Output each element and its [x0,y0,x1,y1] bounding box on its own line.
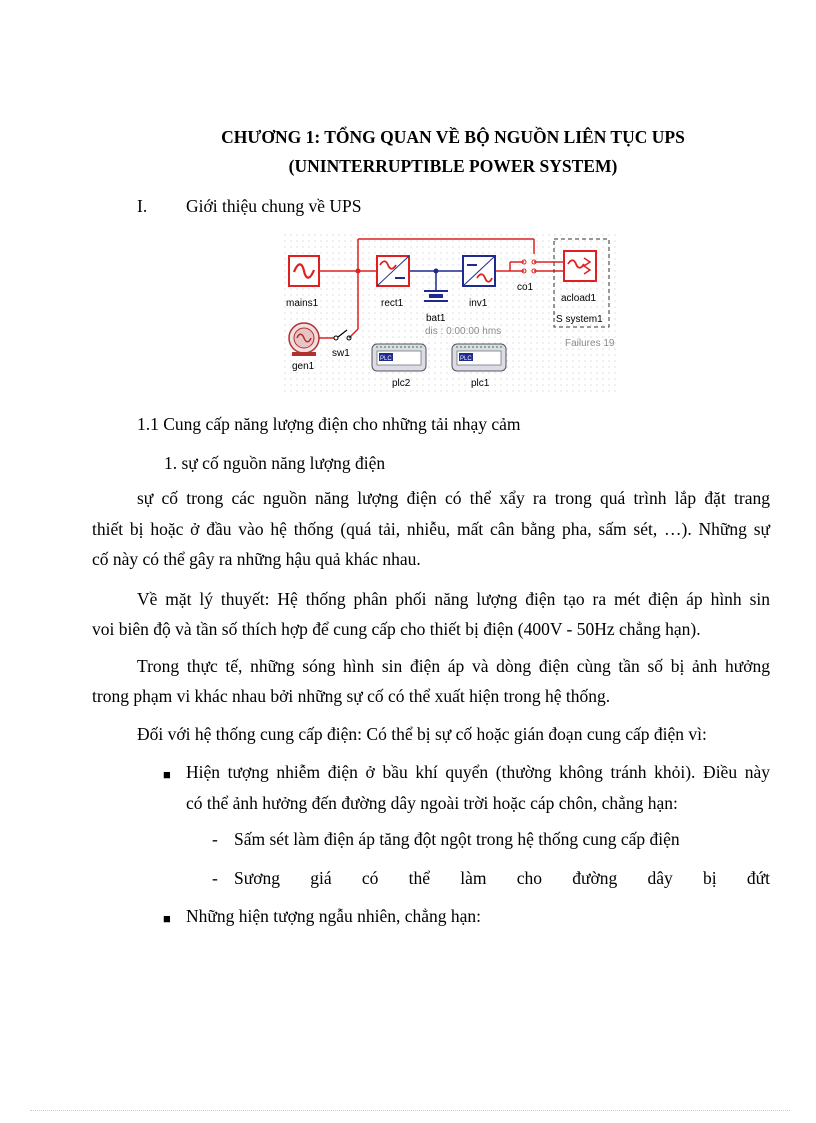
inverter-label: inv1 [469,298,488,309]
paragraph-3-line-2: trong phạm vi khác nhau bởi những sự cố có thể xuất hiện trong hệ thống. [92,686,611,706]
paragraph-4: Đối với hệ thống cung cấp điện: Có thể bị sự cố hoặc gián đoạn cung cấp điện vì: [137,724,707,744]
section-number: I. [137,196,148,216]
plc2-badge: PLC [380,356,392,362]
dash-marker-1: - [212,829,218,849]
bullet-1-line-1: Hiện tượng nhiễm điện ở bầu khí quyển (thường không tránh khỏi). Điều này [186,762,770,782]
failures-count: Failures 19 [565,338,615,349]
bullet-1-line-2: có thể ảnh hưởng đến đường dây ngoài trời hoặc cáp chôn, chẳng hạn: [186,793,678,813]
bullet-marker-1: ■ [163,767,171,782]
chapter-title-line-2: (UNINTERRUPTIBLE POWER SYSTEM) [288,156,618,176]
inverter-icon[interactable] [463,256,495,286]
bullet-marker-2: ■ [163,911,171,926]
ups-diagram [284,234,618,394]
footer-rule [30,1110,790,1111]
chapter-title-line-1: CHƯƠNG 1: TỔNG QUAN VỀ BỘ NGUỒN LIÊN TỤC UPS [221,127,685,147]
dash-item-2: Sương giá có thể làm cho đường dây bị đứt [234,868,770,888]
switch-label: sw1 [332,348,350,359]
plc1-label: plc1 [471,378,490,389]
system-label: S system1 [556,314,603,325]
rectifier-icon[interactable] [377,256,409,286]
generator-label: gen1 [292,361,315,372]
mains-label: mains1 [286,298,319,309]
section-title: Giới thiệu chung về UPS [186,196,362,216]
mains-source-icon[interactable] [289,256,319,286]
subsection-1-heading: 1. sự cố nguồn năng lượng điện [164,453,386,473]
paragraph-2-line-2: voi biên độ và tần số thích hợp để cung cấp cho thiết bị điện (400V - 50Hz chẳng hạn). [92,619,701,639]
subsection-1-1: 1.1 Cung cấp năng lượng điện cho những tải nhạy cảm [137,414,521,434]
rectifier-label: rect1 [381,298,404,309]
dash-marker-2: - [212,868,218,888]
plc2-label: plc2 [392,378,411,389]
battery-label: bat1 [426,313,446,324]
discharge-time: dis : 0:00:00 hms [425,326,502,337]
plc1-badge: PLC [460,356,472,362]
bullet-2: Những hiện tượng ngẫu nhiên, chẳng hạn: [186,906,482,926]
dash-item-1: Sấm sét làm điện áp tăng đột ngột trong hệ thống cung cấp điện [234,829,680,849]
plc1-icon[interactable] [452,344,506,371]
ac-load-icon[interactable] [564,251,596,281]
paragraph-2-line-1: Về mặt lý thuyết: Hệ thống phân phối năng lượng điện tạo ra mét điện áp hình sin [137,589,770,609]
paragraph-1-line-1: sự cố trong các nguồn năng lượng điện có thể xẩy ra trong quá trình lắp đặt trang [137,488,770,508]
ac-load-label: acload1 [561,293,597,304]
paragraph-1-line-3: cố này có thể gây ra những hậu quả khác nhau. [92,549,421,569]
paragraph-3-line-1: Trong thực tế, những sóng hình sin điện áp và dòng điện cùng tần số bị ảnh hưởng [137,656,770,676]
paragraph-1-line-2: thiết bị hoặc ở đầu vào hệ thống (quá tải, nhiễu, mất cân bằng pha, sấm sét, …). Những sự [92,519,770,539]
changeover-label: co1 [517,282,534,293]
plc2-icon[interactable] [372,344,426,371]
